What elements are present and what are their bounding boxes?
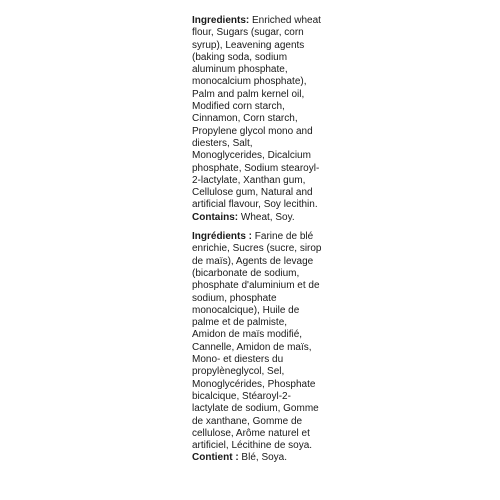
french-contains-paragraph — [192, 452, 322, 464]
french-ingredients-paragraph — [192, 231, 322, 452]
english-ingredients-heading: Ingredients: — [192, 15, 250, 26]
french-section — [192, 231, 322, 465]
french-ingredients-text: Farine de blé enrichie, Sucres (sucre, sirop de maïs), Agents de levage (bicarbonate de sodium, phosphate d'aluminium et de sodium, phosphate monocalcique), Huile de palme et de palmiste, Amidon de maïs modifié, Cannelle, Amidon de maïs, Mono- et diesters du propylèneglycol, Sel, Monoglycérides, Phosphate bicalcique, Stéaroyl-2-lactylate de sodium, Gomme de xanthane, Gomme de cellulose, Arôme naturel et artificiel, Lécithine de soya. — [192, 231, 322, 452]
english-contains-paragraph — [192, 212, 322, 224]
english-section — [192, 15, 322, 224]
english-ingredients-text: Enriched wheat flour, Sugars (sugar, corn syrup), Leavening agents (baking soda, sodium aluminum phosphate, monocalcium phosphate), Palm and palm kernel oil, Modified corn starch, Cinnamon, Corn starch, Propylene glycol mono and diesters, Salt, Monoglycerides, Dicalcium phosphate, Sodium stearoyl-2-lactylate, Xanthan gum, Cellulose gum, Natural and artificial flavour, Soy lecithin. — [192, 15, 321, 211]
english-contains-text: Wheat, Soy. — [238, 211, 295, 223]
ingredients-label — [192, 15, 322, 465]
french-ingredients-heading: Ingrédients : — [192, 231, 253, 243]
english-contains-heading: Contains: — [192, 211, 239, 223]
french-contains-text: Blé, Soya. — [238, 452, 288, 464]
french-contains-heading: Contient : — [192, 452, 239, 464]
english-ingredients-paragraph — [192, 15, 322, 212]
